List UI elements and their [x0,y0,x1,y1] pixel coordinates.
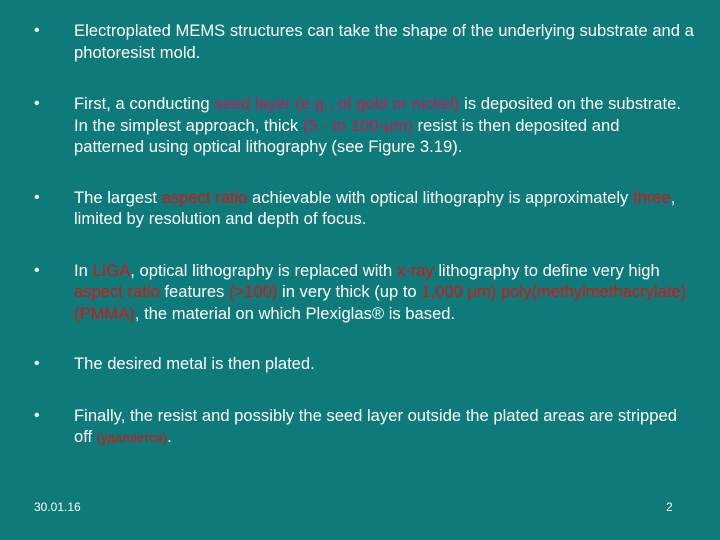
highlight-aspect-ratio: aspect ratio [74,282,160,301]
highlight-ratio-value: (>100) [228,282,278,301]
bullet-aspect-ratio [34,187,694,230]
bullet-dot: • [34,22,40,39]
highlight-russian-note: (удаляется) [96,430,168,445]
bullet-list [34,20,694,449]
bullet-text: . [167,427,172,446]
bullet-text: Electroplated MEMS structures can take the shape of the underlying substrate and a photoresist mold. [74,21,694,62]
highlight-three: three [632,187,671,207]
highlight-thickness: (5 - to 100-μm) [302,115,413,135]
bullet-text: The desired metal is then plated. [74,354,315,373]
bullet-text: in very thick (up to [277,282,422,301]
bullet-text: First, a conducting [74,94,215,113]
highlight-pmma: 1,000 μm) poly(methylmethacrylate) (PMMA) [74,282,687,323]
bullet-plated [34,353,694,375]
footer-date: 30.01.16 [34,500,81,514]
bullet-dot: • [34,355,40,372]
bullet-dot: • [34,406,40,424]
bullet-text: lithography to define very high [433,260,660,280]
bullet-text: In [74,260,93,280]
bullet-text: Finally, the resist and possibly the seed layer outside the plated areas are stripped off [74,405,677,446]
bullet-dot: • [34,188,40,206]
bullet-text: features [159,282,229,301]
bullet-dot: • [34,95,40,112]
bullet-text: The largest [74,187,162,207]
page-number: 2 [666,500,673,514]
bullet-stripped [34,405,694,449]
bullet-text: resist is then deposited and patterned using optical lithography (see Figure 3.19). [74,115,620,156]
bullet-liga [34,260,694,325]
bullet-text: , the material on which Plexiglas® is based. [134,303,456,323]
bullet-text: achievable with optical lithography is approximately [247,187,633,207]
bullet-text: , limited by resolution and depth of focus. [74,187,676,228]
highlight-liga: LIGA [92,260,131,280]
highlight-x-ray: x-ray [396,260,434,280]
highlight-seed-layer: seed layer (e.g., of gold or nickel) [214,94,460,113]
bullet-text: is deposited on the substrate. In the simplest approach, thick [74,94,681,135]
bullet-electroplated [34,20,694,63]
highlight-aspect-ratio: aspect ratio [161,187,248,207]
bullet-seed-layer [34,93,694,158]
bullet-dot: • [34,261,40,279]
bullet-text: , optical lithography is replaced with [130,260,397,280]
